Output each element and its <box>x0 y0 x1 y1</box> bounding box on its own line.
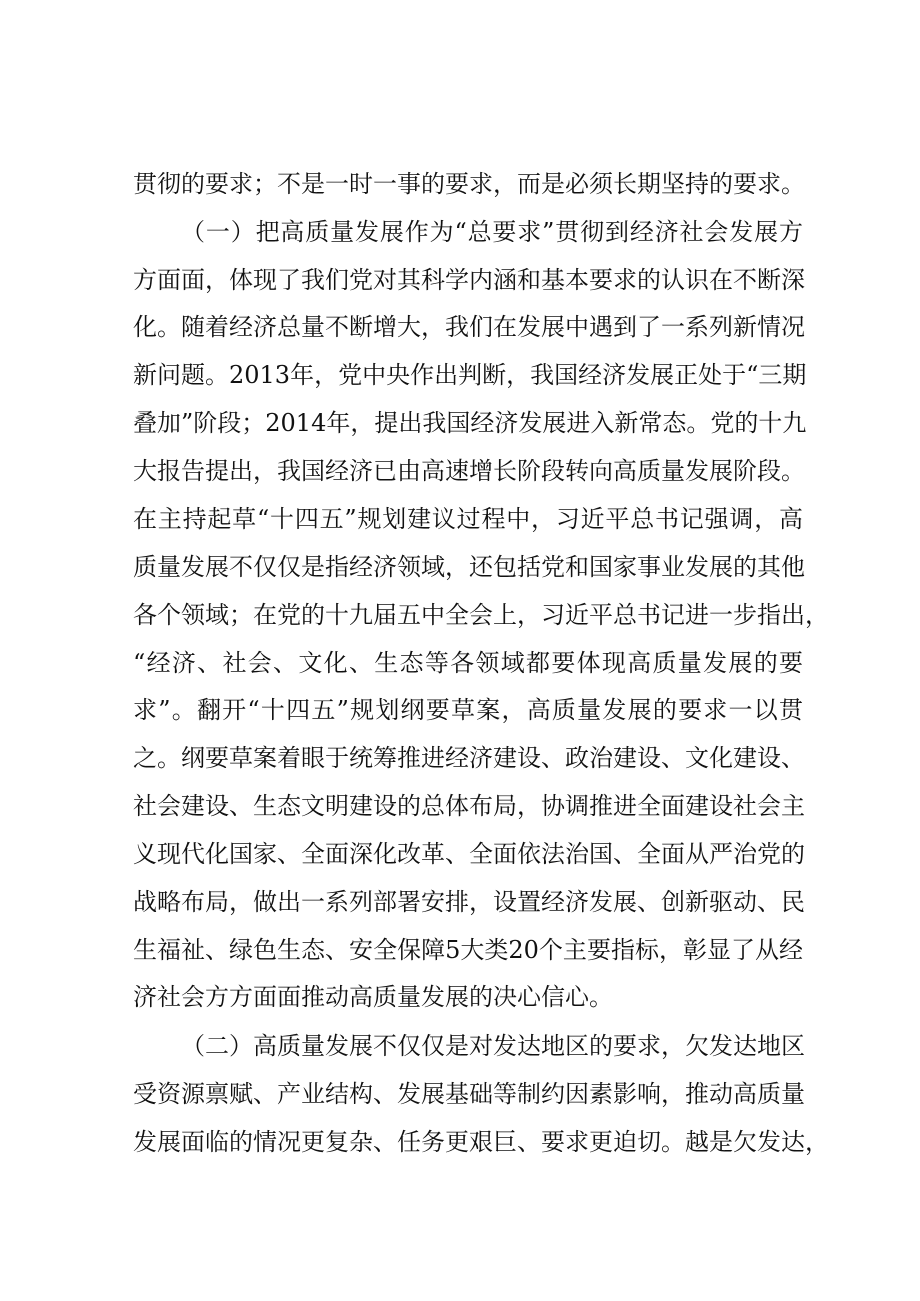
text-line: 质量发展不仅仅是指经济领域，还包括党和国家事业发展的其他 <box>133 553 805 581</box>
text-line: 大报告提出，我国经济已由高速增长阶段转向高质量发展阶段。 <box>133 457 805 485</box>
text-line: 之。纲要草案着眼于统筹推进经济建设、政治建设、文化建设、 <box>133 744 805 772</box>
paragraph-2-first-line: （二）高质量发展不仅仅是对发达地区的要求，欠发达地区 <box>181 1032 805 1060</box>
text-line: 新问题。2013年，党中央作出判断，我国经济发展正处于“三期 <box>133 361 807 389</box>
text-line: 战略布局，做出一系列部署安排，设置经济发展、创新驱动、民 <box>133 888 805 916</box>
text-line: 义现代化国家、全面深化改革、全面依法治国、全面从严治党的 <box>133 840 805 868</box>
paragraph-1-first-line: （一）把高质量发展作为“总要求”贯彻到经济社会发展方 <box>181 218 803 246</box>
text-line: 济社会方方面面推动高质量发展的决心信心。 <box>133 983 613 1011</box>
text-line: 在主持起草“十四五”规划建议过程中，习近平总书记强调，高 <box>133 505 803 533</box>
text-line: 叠加”阶段；2014年，提出我国经济发展进入新常态。党的十九 <box>133 409 807 437</box>
text-line: 方面面，体现了我们党对其科学内涵和基本要求的认识在不断深 <box>133 266 805 294</box>
text-line: 化。随着经济总量不断增大，我们在发展中遇到了一系列新情况 <box>133 313 805 341</box>
text-line: 受资源禀赋、产业结构、发展基础等制约因素影响，推动高质量 <box>133 1080 805 1108</box>
text-line: 求”。翻开“十四五”规划纲要草案，高质量发展的要求一以贯 <box>133 696 803 724</box>
text-line: 发展面临的情况更复杂、任务更艰巨、要求更迫切。越是欠发达， <box>133 1128 829 1156</box>
text-line: 生福祉、绿色生态、安全保障5大类20个主要指标，彰显了从经 <box>133 936 803 964</box>
text-line: “经济、社会、文化、生态等各领域都要体现高质量发展的要 <box>133 649 803 677</box>
text-line: 社会建设、生态文明建设的总体布局，协调推进全面建设社会主 <box>133 792 805 820</box>
text-line: 贯彻的要求；不是一时一事的要求，而是必须长期坚持的要求。 <box>133 170 805 198</box>
text-line: 各个领域；在党的十九届五中全会上，习近平总书记进一步指出， <box>133 601 829 629</box>
